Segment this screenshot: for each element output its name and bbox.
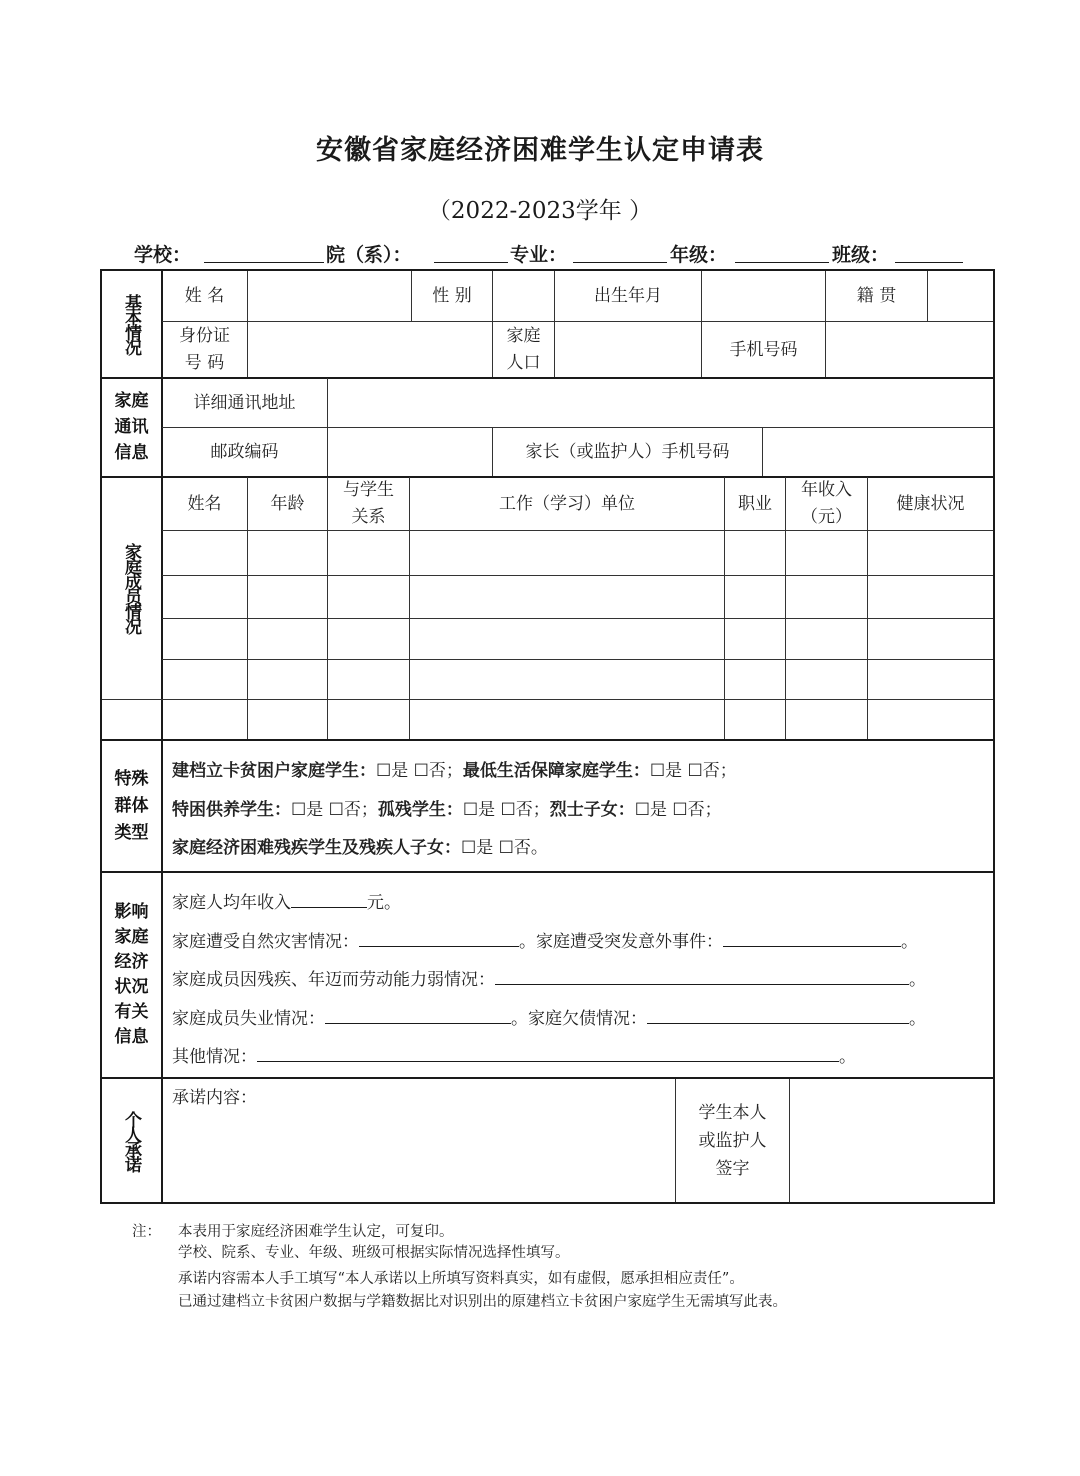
disaster-input-line[interactable]	[359, 928, 519, 947]
id-label-line2: 号 码	[184, 352, 225, 373]
unemployment-end: 。	[511, 1009, 528, 1029]
section-family-members: 家庭成员情况	[121, 543, 141, 633]
pledge-content-field[interactable]	[162, 1107, 675, 1202]
disability-input-line[interactable]	[495, 966, 909, 985]
postcode-label: 邮政编码	[210, 442, 279, 462]
signature-label	[676, 1079, 789, 1202]
major-input-line[interactable]	[573, 262, 667, 263]
special-support-label: 特困供养学生：	[172, 800, 291, 820]
unemployment-row	[172, 1004, 926, 1029]
grade-input-line[interactable]	[735, 262, 829, 263]
min-living-label: 最低生活保障家庭学生：	[462, 761, 650, 781]
unemployment-input-line[interactable]	[325, 1005, 511, 1024]
accident-label: 家庭遭受突发意外事件：	[536, 932, 723, 952]
class-input-line[interactable]	[895, 262, 963, 263]
grade-label: 年级：	[670, 244, 728, 266]
school-label: 学校：	[134, 244, 192, 266]
poverty-file-checkboxes[interactable]: ☐是 ☐否；	[376, 761, 463, 781]
household-size-field[interactable]	[555, 322, 701, 377]
phone-label: 手机号码	[729, 339, 798, 360]
col-member-relation	[328, 477, 409, 530]
disaster-end: 。	[519, 932, 536, 952]
gender-label: 性 别	[432, 286, 472, 306]
other-row	[172, 1042, 856, 1067]
household-label-line2: 人口	[506, 352, 541, 373]
disability-label: 家庭成员因残疾、年迈而劳动能力弱情况：	[172, 970, 495, 990]
orphan-disabled-label: 孤残学生：	[377, 800, 463, 820]
unemployment-label: 家庭成员失业情况：	[172, 1009, 325, 1029]
name-label: 姓 名	[184, 286, 225, 306]
economic-section-line5: 有关	[114, 1002, 149, 1022]
income-header-line2: （元）	[801, 506, 852, 527]
disabled-student-label: 家庭经济困难残疾学生及残疾人子女：	[172, 838, 461, 858]
special-section-line3: 类型	[114, 822, 149, 843]
debt-end: 。	[909, 1009, 926, 1029]
phone-field[interactable]	[826, 322, 993, 377]
header-fields	[0, 238, 1080, 268]
id-number-field[interactable]	[248, 322, 492, 377]
member-row-3[interactable]	[162, 619, 993, 659]
note-line-3: 承诺内容需本人手工填写“本人承诺以上所填写资料真实，如有虚假，愿承担相应责任”。	[178, 1271, 744, 1287]
relation-header-line2: 关系	[351, 506, 386, 527]
section-personal-pledge: 个人承诺	[121, 1110, 141, 1171]
signature-field[interactable]	[790, 1079, 993, 1202]
address-label: 详细通讯地址	[193, 392, 296, 413]
accident-input-line[interactable]	[723, 928, 901, 947]
major-label: 专业：	[510, 244, 568, 266]
special-line-1	[172, 756, 737, 781]
birth-field[interactable]	[702, 271, 825, 321]
col-member-age: 年龄	[270, 493, 305, 514]
disability-row	[172, 965, 926, 990]
section-special-groups	[102, 741, 161, 871]
application-form	[100, 269, 995, 1204]
household-size-label	[493, 322, 554, 377]
member-row-5[interactable]	[102, 700, 993, 739]
notes-label: 注：	[132, 1224, 161, 1240]
member-row-2[interactable]	[162, 576, 993, 618]
divider-members-special	[102, 739, 993, 741]
page-title: 安徽省家庭经济困难学生认定申请表	[316, 135, 764, 166]
parent-phone-label: 家长（或监护人）手机号码	[525, 442, 730, 462]
note-line-2: 学校、院系、专业、年级、班级可根据实际情况选择性填写。	[178, 1245, 570, 1261]
pledge-content-label: 承诺内容：	[172, 1088, 257, 1108]
contact-section-line1: 家庭	[114, 391, 149, 411]
other-end: 。	[839, 1047, 856, 1067]
relation-header-line1: 与学生	[343, 479, 394, 500]
debt-label: 家庭欠债情况：	[528, 1009, 647, 1029]
member-row-4[interactable]	[162, 660, 993, 699]
martyr-children-checkboxes[interactable]: ☐是 ☐否；	[634, 800, 722, 820]
native-place-field[interactable]	[928, 271, 993, 321]
income-label: 家庭人均年收入	[172, 893, 291, 913]
special-section-line2: 群体	[114, 795, 149, 816]
section-economic-info	[102, 873, 161, 1077]
native-place-label: 籍 贯	[856, 286, 897, 306]
id-label-line1: 身份证	[179, 325, 230, 346]
divider-special-economic	[102, 871, 993, 873]
debt-input-line[interactable]	[647, 1005, 909, 1024]
household-label-line1: 家庭	[506, 325, 541, 346]
special-section-line1: 特殊	[114, 768, 149, 789]
disaster-row	[172, 927, 918, 952]
signature-label-line1: 学生本人	[698, 1102, 767, 1123]
contact-section-line2: 通讯	[114, 417, 149, 437]
col-member-job: 职业	[738, 493, 772, 514]
section-contact-info	[102, 378, 161, 476]
economic-section-line3: 经济	[114, 952, 149, 972]
disabled-student-checkboxes[interactable]: ☐是 ☐否。	[461, 838, 548, 858]
economic-section-line2: 家庭	[114, 927, 149, 947]
gender-field[interactable]	[493, 271, 554, 321]
martyr-children-label: 烈士子女：	[549, 800, 635, 820]
economic-section-line1: 影响	[114, 902, 149, 922]
disability-end: 。	[909, 970, 926, 990]
col-member-health: 健康状况	[896, 493, 965, 514]
orphan-disabled-checkboxes[interactable]: ☐是 ☐否；	[462, 800, 550, 820]
disaster-label: 家庭遭受自然灾害情况：	[172, 932, 359, 952]
other-input-line[interactable]	[257, 1043, 839, 1062]
accident-end: 。	[901, 932, 918, 952]
signature-label-line2: 或监护人	[698, 1130, 767, 1151]
postcode-field[interactable]	[328, 428, 492, 476]
parent-phone-field[interactable]	[763, 428, 993, 476]
school-year: （2022-2023学年 ）	[427, 198, 653, 224]
member-row-1[interactable]	[162, 531, 993, 575]
note-line-4: 已通过建档立卡贫困户数据与学籍数据比对识别出的原建档立卡贫困户家庭学生无需填写此表。	[178, 1294, 787, 1310]
birth-label: 出生年月	[594, 286, 662, 306]
col-member-name: 姓名	[187, 493, 222, 514]
col-member-income	[786, 477, 867, 530]
other-label: 其他情况：	[172, 1047, 257, 1067]
note-line-1: 本表用于家庭经济困难学生认定，可复印。	[178, 1224, 454, 1240]
id-number-label	[162, 322, 247, 377]
special-line-2	[172, 795, 722, 820]
name-field[interactable]	[248, 271, 411, 321]
income-input-line[interactable]	[291, 889, 367, 908]
school-input-line[interactable]	[204, 262, 324, 263]
class-label: 班级：	[832, 244, 890, 266]
economic-section-line6: 信息	[114, 1027, 149, 1047]
signature-label-line3: 签字	[715, 1158, 750, 1179]
address-field[interactable]	[328, 378, 993, 427]
poverty-file-label: 建档立卡贫困户家庭学生：	[172, 761, 376, 781]
min-living-checkboxes[interactable]: ☐是 ☐否；	[649, 761, 737, 781]
special-support-checkboxes[interactable]: ☐是 ☐否；	[291, 800, 378, 820]
income-unit: 元。	[367, 893, 401, 913]
faculty-label: 院（系）：	[326, 244, 412, 266]
contact-section-line3: 信息	[114, 443, 149, 463]
faculty-input-line[interactable]	[434, 262, 508, 263]
economic-section-line4: 状况	[114, 977, 149, 997]
income-header-line1: 年收入	[801, 479, 852, 500]
col-member-work: 工作（学习）单位	[499, 493, 635, 514]
section-basic-info: 基本情况	[121, 294, 141, 354]
special-line-3	[172, 833, 548, 858]
income-row	[172, 888, 401, 913]
